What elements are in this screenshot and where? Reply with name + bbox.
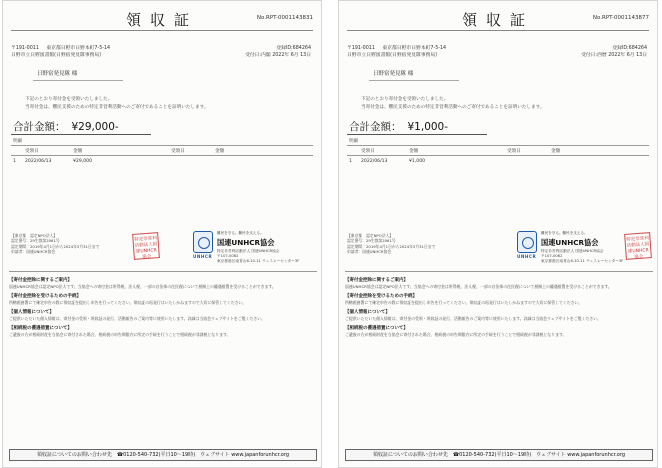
column-header-date: 受領日: [25, 148, 39, 154]
org-address-line-2: 〒107-0062: [541, 254, 563, 258]
org-name: 国連UNHCR協会: [541, 238, 599, 247]
org-address-line-3: 東京都港区南青山6-10-11 ウェスレーセンター3F: [541, 259, 624, 263]
issuer-postal: 〒191-0011: [11, 46, 39, 51]
issuer-address: 東京都日野市日野本町7-5-14: [382, 46, 447, 51]
receipt-title: 領収証: [461, 11, 534, 29]
receipt-sheet-1: [2, 0, 322, 468]
org-address-line-1: 特定非営利活動法人 国連UNHCR協会: [217, 249, 280, 253]
org-address-line-2: 〒107-0062: [217, 254, 239, 258]
issuer-address: 東京都日野市日野本町7-5-14: [46, 46, 111, 51]
receipt-note-1: 下記のとおり寄付金を受領いたしました。: [25, 97, 113, 102]
row-amount: ¥29,000: [73, 159, 92, 164]
detail-label: 明細: [349, 139, 359, 144]
column-header-date-2: 受領日: [507, 148, 521, 154]
unhcr-wordmark: UNHCR: [193, 254, 213, 259]
recipient-name: 日野宿発見隊 様: [37, 71, 78, 77]
receipt-note-2: 当寄付金は、難民支援のための特定非営利活動へのご寄付であることを証明いたします。: [25, 104, 209, 110]
column-header-date-2: 受領日: [171, 148, 185, 154]
receipt-title: 領収証: [125, 11, 198, 29]
total-amount-row: [349, 119, 448, 134]
unhcr-logo-icon: [193, 231, 213, 253]
unhcr-wordmark: UNHCR: [517, 254, 537, 259]
cert-line-3: 認定期間：2019年4月1日から2024年3月31日まで: [11, 243, 100, 249]
info-heading-2: 【寄付金控除を受けるための手続】: [9, 294, 81, 299]
org-address-line-3: 東京都港区南青山6-10-11 ウェスレーセンター3F: [217, 259, 300, 263]
info-section: [9, 271, 317, 449]
detail-label: 明細: [13, 139, 23, 144]
column-header-amount: 金額: [73, 148, 83, 154]
recipient-name: 日野宿発見隊 様: [373, 71, 414, 77]
total-underline: [347, 134, 487, 135]
row-date: 2022/06/13: [361, 159, 388, 164]
npo-certification: [11, 233, 121, 255]
issuer-org: 日野市立日野図書館(日野宿発見隊事務局): [347, 53, 438, 58]
info-text-1: 国連UNHCR協会は認定NPO法人です。当協会への寄付金は所得税、法人税、一部の自治体の住民税について税制上の優遇措置を受けることができます。: [345, 284, 612, 289]
org-address: [217, 249, 299, 264]
org-address-line-1: 特定非営利活動法人 国連UNHCR協会: [541, 249, 604, 253]
issue-date: 受付日:西暦 2022年 6月 13日: [581, 53, 647, 58]
info-heading-1: 【寄付金控除に関するご案内】: [345, 278, 408, 283]
info-text-2: 所轄税務署にて確定申告の際に領収証を提出し申告を行ってください。領収証の再発行はいたしかねますので大切に保管してください。: [345, 300, 583, 305]
unhcr-logo-icon: [517, 231, 537, 253]
cert-line-2: 認定番号：29生都第2061号: [347, 238, 396, 244]
table-row: [347, 156, 649, 166]
info-heading-1: 【寄付金控除に関するご案内】: [9, 278, 72, 283]
row-amount: ¥1,000: [409, 159, 426, 164]
issue-date: 受付日:内閣 2022年 6月 13日: [245, 53, 311, 58]
detail-table: [347, 145, 649, 166]
receipt-note-2: 当寄付金は、難民支援のための特定非営利活動へのご寄付であることを証明いたします。: [361, 104, 545, 110]
cert-line-4: 申請者：国連UNHCR協会: [11, 249, 56, 255]
org-caption: 難民を守る。難民を支える。: [217, 231, 264, 235]
recipient-underline: [369, 80, 459, 81]
registration-id: 登録ID:684264: [276, 46, 311, 51]
org-caption: 難民を守る。難民を支える。: [541, 231, 588, 235]
row-number: 1: [13, 159, 16, 164]
detail-table-header: [347, 145, 649, 156]
receipt-note-1: 下記のとおり寄付金を受領いたしました。: [361, 97, 449, 102]
column-header-no: [347, 148, 361, 154]
info-text-2: 所轄税務署にて確定申告の際に領収証を提出し申告を行ってください。領収証の再発行はいたしかねますので大切に保管してください。: [9, 300, 247, 305]
total-underline: [11, 134, 151, 135]
info-text-1: 国連UNHCR協会は認定NPO法人です。当協会への寄付金は所得税、法人税、一部の自治体の住民税について税制上の優遇措置を受けることができます。: [9, 284, 276, 289]
npo-certification: [347, 233, 457, 255]
info-heading-3: 【個人情報について】: [9, 310, 54, 315]
issuer-block: [11, 45, 116, 59]
receipt-number: No.RPT-0001143831: [256, 15, 313, 21]
receipt-notes: [25, 96, 208, 111]
column-header-amount-2: 金額: [551, 148, 561, 154]
column-header-amount-2: 金額: [215, 148, 225, 154]
registration-block: [581, 45, 647, 59]
registration-id: 登録ID:684264: [612, 46, 647, 51]
official-seal: 特定非営利活動法人国連UNHCR協会: [624, 232, 652, 260]
issuer-block: [347, 45, 452, 59]
column-header-no: [11, 148, 25, 154]
column-header-date: 受領日: [361, 148, 375, 154]
total-amount: ¥1,000-: [407, 121, 449, 133]
info-text-4: ご遺族の方が相続財産を当協会に寄付された場合、相続税の申告期限内に所定の手続を行うことで相続税が非課税となります。: [9, 332, 231, 337]
cert-line-4: 申請者：国連UNHCR協会: [347, 249, 392, 255]
receipt-notes: [361, 96, 544, 111]
row-date: 2022/06/13: [25, 159, 52, 164]
issuer-org: 日野市立日野図書館(日野宿発見隊事務局): [11, 53, 102, 58]
total-amount: ¥29,000-: [71, 121, 119, 133]
info-text-3: ご提供いただいた個人情報は、寄付金の受領・領収証の発行、活動報告のご案内等に使用いたします。詳細は当協会ウェブサイトをご覧ください。: [9, 316, 266, 321]
info-text-4: ご遺族の方が相続財産を当協会に寄付された場合、相続税の申告期限内に所定の手続を行うことで相続税が非課税となります。: [345, 332, 567, 337]
cert-line-1: 【東京都 認定NPO法人】: [347, 233, 394, 238]
contact-footer: 領収証についてのお問い合わせ先 ☎0120-540-732(平日10～19時) ウェブサイト www.japanforunhcr.org: [345, 449, 653, 461]
recipient-underline: [33, 80, 123, 81]
info-section: [345, 271, 653, 449]
org-name: 国連UNHCR協会: [217, 238, 275, 247]
info-text-3: ご提供いただいた個人情報は、寄付金の受領・領収証の発行、活動報告のご案内等に使用いたします。詳細は当協会ウェブサイトをご覧ください。: [345, 316, 602, 321]
title-rule: [11, 30, 313, 31]
info-heading-4: 【相続税の優遇措置について】: [9, 326, 72, 331]
official-seal: 特定非営利活動法人国連UNHCR協会: [132, 232, 160, 260]
row-number: 1: [349, 159, 352, 164]
column-header-amount: 金額: [409, 148, 419, 154]
receipt-number: No.RPT-0001143877: [592, 15, 649, 21]
title-rule: [347, 30, 649, 31]
registration-block: [245, 45, 311, 59]
total-label: 合計金額：: [349, 121, 402, 133]
cert-line-3: 認定期間：2019年4月1日から2024年3月31日まで: [347, 243, 436, 249]
cert-line-1: 【東京都 認定NPO法人】: [11, 233, 58, 238]
cert-line-2: 認定番号：29生都第2061号: [11, 238, 60, 244]
detail-table-header: [11, 145, 313, 156]
info-heading-3: 【個人情報について】: [345, 310, 390, 315]
detail-table: [11, 145, 313, 166]
info-heading-4: 【相続税の優遇措置について】: [345, 326, 408, 331]
issuer-postal: 〒191-0011: [347, 46, 375, 51]
org-address: [541, 249, 623, 264]
info-heading-2: 【寄付金控除を受けるための手続】: [345, 294, 417, 299]
total-label: 合計金額：: [13, 121, 66, 133]
contact-footer: 領収証についてのお問い合わせ先 ☎0120-540-732(平日10～19時) ウェブサイト www.japanforunhcr.org: [9, 449, 317, 461]
total-amount-row: [13, 119, 119, 134]
table-row: [11, 156, 313, 166]
receipt-sheet-2: [338, 0, 658, 468]
